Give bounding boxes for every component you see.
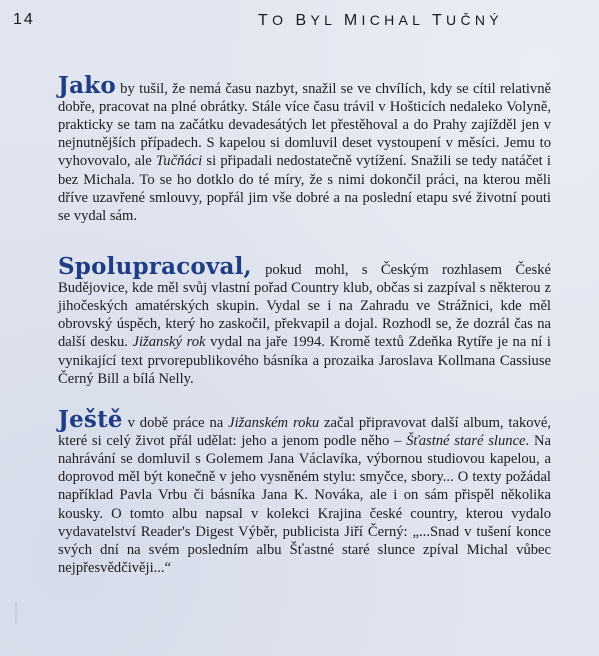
paragraph-spolupracoval <box>58 252 551 388</box>
paragraph-text: v době práce na <box>122 414 229 431</box>
running-title: TO BYL MICHAL TUČNÝ <box>258 12 503 29</box>
paragraph-text: vydal na jaře 1994. Kromě textů Zdeňka Rytíře je na ní i vynikající text prvorepublikového básníka a prozaika Jaroslava Kollmana Cassiuse Černý Bill a bílá Nelly. <box>58 334 551 387</box>
paragraph-jako <box>58 71 551 226</box>
italic-title: Tučňáci <box>156 153 203 170</box>
scan-margin-mark <box>15 602 17 624</box>
paragraph-lead-word: Ještě <box>58 405 123 433</box>
paragraph-lead-word: Spolupracoval, <box>58 252 252 280</box>
paragraph-text: začal připravovat další album, takové, které si celý život přál udělat: jeho a jenom podle něho – <box>58 414 551 449</box>
paragraph-lead-word: Jako <box>58 71 116 99</box>
paragraph-jeste <box>58 405 551 578</box>
page-header <box>0 0 599 40</box>
italic-title: Jižanském roku <box>228 414 320 431</box>
paragraph-text: . Na nahrávání se domluvil s Golemem Jana Václavíka, výbornou studiovou kapelou, a doprovod měl být konečně v jeho vysněném stylu: smyčce, sbory... O texty požádal například Pavla Vrbu či básníka Jana K. Nováka, ale i on sám přispěl několika kousky. O tomto albu napsal v kolekci Krajina české country, kterou vydalo vydavatelství Reader's Digest Výběr, publicista Jiří Černý: „...Snad v tušení konce svých dní na svém posledním albu Šťastné staré slunce zpíval Michal vůbec nejpřesvědčivěji...“ <box>58 432 551 577</box>
paragraph-text: by tušil, že nemá času nazbyt, snažil se ve chvílích, kdy se cítil relativně dobře, pracovat na plné obrátky. Stále více času trávil v Hošticích nedaleko Volyně, prakticky se tam na začátku devadesátých let přestěhoval a do Prahy zajížděl jen v nejnutnějších případech. S kapelou si domluvil deset vystoupení v měsíci. Jemu to vyhovovalo, ale <box>58 80 551 170</box>
page-number: 14 <box>13 11 35 28</box>
paragraph-text: pokud mohl, s Českým rozhlasem České Budějovice, kde měl svůj vlastní pořad Country klub, občas si zazpíval s některou z jihočeských amatérských skupin. Vydal se i na Zahradu ve Strážnici, kde měl obrovský úspěch, který ho zaskočil, překvapil a dojal. Rozhodl se, že dozrál čas na další desku. <box>58 261 551 351</box>
italic-title: Jižanský rok <box>132 334 206 351</box>
italic-title: Šťastné staré slunce <box>406 432 526 449</box>
paragraph-text: si připadali nedostatečně vytížení. Snažili se tedy natáčet i bez Michala. To se ho dotklo do té míry, že s nimi dokončil práci, na kterou měli dříve uzavřené smlouvy, popřál jim vše dobré a na poslední etapu své životní pouti se vydal sám. <box>58 153 551 225</box>
